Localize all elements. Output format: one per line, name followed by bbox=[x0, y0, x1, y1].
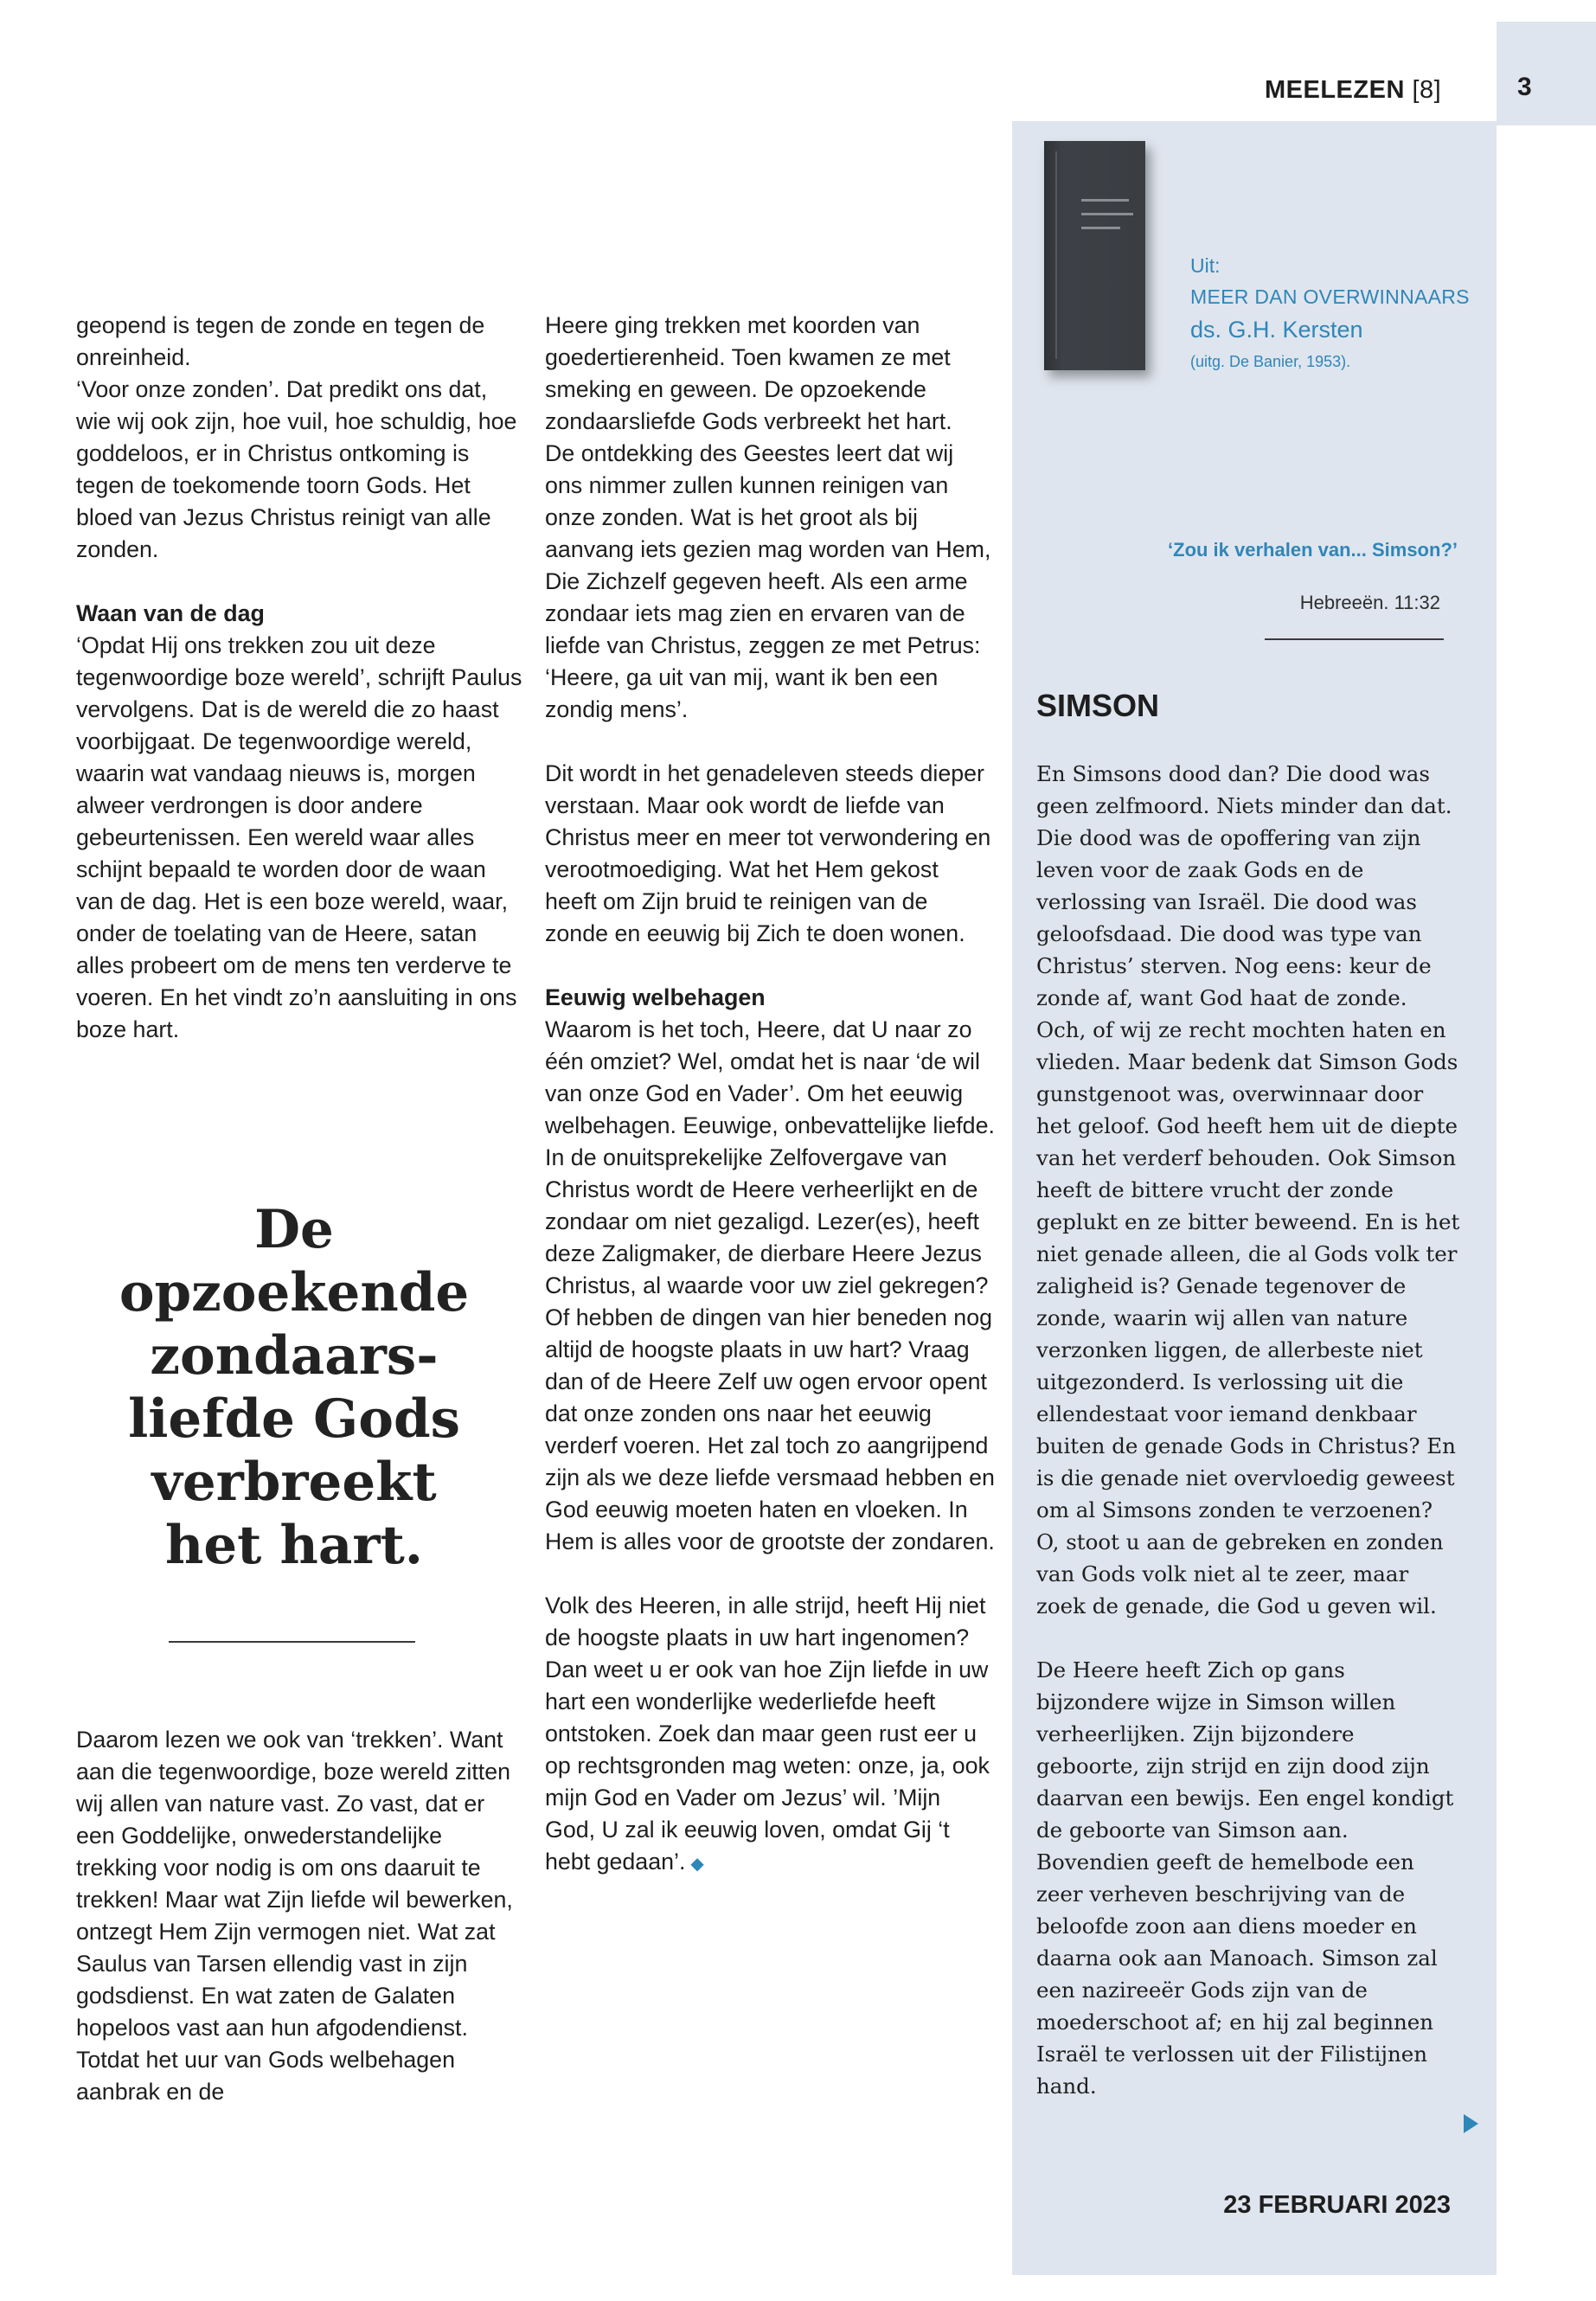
article-column-1 bbox=[76, 310, 526, 1046]
book-title: MEER DAN OVERWINNAARS bbox=[1190, 285, 1470, 308]
paragraph: Dit wordt in het genadeleven steeds dieper verstaan. Maar ook wordt de liefde van Christus meer en meer tot verwondering en verootmoediging. Wat het Hem gekost heeft om Zijn bruid te reinigen van de zonde en eeuwig bij Zich te doen wonen. bbox=[545, 760, 991, 946]
source-label: Uit: bbox=[1190, 254, 1221, 277]
paragraph: Daarom lezen we ook van ‘trekken’. Want aan die tegenwoordige, boze wereld zitten wij allen van nature vast. Zo vast, dat er een Goddelijke, onwederstandelijke trekking voor nodig is om ons daaruit te trekken! Maar wat Zijn liefde wil bewerken, ontzegt Hem Zijn vermogen niet. Wat zat Saulus van Tarsen ellendig vast in zijn godsdienst. En wat zaten de Galaten hopeloos vast aan hun afgodendienst. Totdat het uur van Gods welbehagen aanbrak en de bbox=[76, 1727, 513, 2105]
paragraph: Waarom is het toch, Heere, dat U naar zo één omziet? Wel, omdat het is naar ‘de wil van onze God en Vader’. Om het eeuwig welbehagen. Eeuwige, onbevattelijke liefde. In de onuitsprekelijke Zelfovergave van Christus wordt de Heere verheerlijkt en de zondaar om niet gezaligd. Lezer(es), heeft deze Zaligmaker, de dierbare Heere Jezus Christus, al waarde voor uw ziel gekregen? Of hebben de dingen van hier beneden nog altijd de hoogste plaats in uw hart? Vraag dan of de Heere Zelf uw ogen ervoor opent dat onze zonden ons naar het eeuwig verderf voeren. Het zal toch zo aangrijpend zijn als we deze liefde versmaad hebben en God eeuwig moeten haten en vloeken. In Hem is alles voor de grootste der zondaren. bbox=[545, 1016, 995, 1554]
subheading-waan-van-de-dag: Waan van de dag bbox=[76, 600, 265, 626]
source-info bbox=[1190, 251, 1470, 377]
paragraph: Volk des Heeren, in alle strijd, heeft Hij niet de hoogste plaats in uw hart ingenomen? Dan weet u er ook van hoe Zijn liefde in uw hart een wonderlijke wederliefde heeft ontstoken. Zoek dan maar geen rust eer u op rechtsgronden mag weten: onze, ja, ook mijn God en Vader om Jezus’ wil. ’Mijn God, U zal ik eeuwig loven, omdat Gij ‘t hebt gedaan’. bbox=[545, 1593, 990, 1875]
book-title-mark bbox=[1081, 199, 1129, 202]
book-publisher: (uitg. De Banier, 1953). bbox=[1190, 353, 1351, 370]
book-title-mark bbox=[1081, 227, 1120, 229]
paragraph: De ontdekking des Geestes leert dat wij ons nimmer zullen kunnen reinigen van onze zonden. Wat is het groot als bij aanvang iets gezien mag worden van Hem, Die Zichzelf gegeven heeft. Als een arme zondaar iets mag zien en ervaren van de liefde van Christus, zeggen ze met Petrus: ‘Heere, ga uit van mij, want ik ben een zondig mens’. bbox=[545, 440, 991, 722]
issue-number: [8] bbox=[1412, 76, 1442, 104]
paragraph: En Simsons dood dan? Die dood was geen zelfmoord. Niets minder dan dat. Die dood was de opoffering van zijn leven voor de zaak Gods en de verlossing van Israël. Die dood was geloofsdaad. Die dood was type van Christus’ sterven. Nog eens: keur de zonde af, want God haat de zonde. Och, of wij ze recht mochten haten en vlieden. Maar bedenk dat Simson Gods gunstgenoot was, overwinnaar door het geloof. God heeft hem uit de diepte van het verderf behouden. Ook Simson heeft de bittere vrucht der zonde geplukt en ze bitter beweend. En is het niet genade alleen, die al Gods volk ter zaligheid is? Genade tegenover de zonde, waarin wij allen van nature verzonken liggen, de allerbeste niet uitgezonderd. Is verlossing uit die ellendestaat voor iemand denkbaar buiten de genade Gods in Christus? En is die genade niet overvloedig geweest om al Simsons zonden te verzoenen? O, stoot u aan de gebreken en zonden van Gods volk niet al te zeer, maar zoek de genade, die God u geven wil. bbox=[1036, 761, 1460, 1618]
paragraph: geopend is tegen de zonde en tegen de onreinheid. bbox=[76, 312, 485, 370]
paragraph: ‘Opdat Hij ons trekken zou uit deze tegenwoordige boze wereld’, schrijft Paulus vervolgens. Dat is de wereld die zo haast voorbijgaat. De tegenwoordige wereld, waarin wat vandaag nieuws is, morgen alweer verdrongen is door andere gebeurtenissen. Een wereld waar alles schijnt bepaald te worden door de waan van de dag. Het is een boze wereld, waar, onder de toelating van de Heere, satan alles probeert om de mens ten verderve te voeren. En het vindt zo’n aansluiting in ons boze hart. bbox=[76, 632, 522, 1042]
paragraph: ‘Voor onze zonden’. Dat predikt ons dat, wie wij ook zijn, hoe vuil, hoe schuldig, hoe goddeloos, er in Christus ontkoming is tegen de toekomende toorn Gods. Het bloed van Jezus Christus reinigt van alle zonden. bbox=[76, 376, 517, 562]
section-title: MEELEZEN bbox=[1265, 76, 1405, 104]
page-tab bbox=[1497, 22, 1596, 125]
section-header bbox=[1265, 76, 1441, 105]
pull-quote-divider bbox=[169, 1641, 415, 1643]
book-spine bbox=[1055, 151, 1057, 359]
continue-arrow-icon bbox=[1464, 2114, 1478, 2133]
paragraph: De Heere heeft Zich op gans bijzondere wijze in Simson willen verheerlijken. Zijn bijzondere geboorte, zijn strijd en zijn dood zijn daarvan een bewijs. Een engel kondigt de geboorte van Simson aan. Bovendien geeft de hemelbode een zeer verheven beschrijving van de beloofde zoon aan diens moeder en daarna ook aan Manoach. Simson zal een nazireeër Gods zijn van de moederschoot af; en hij zal beginnen Israël te verlossen uit der Filistijnen hand. bbox=[1036, 1657, 1454, 2099]
sidebar-divider bbox=[1265, 638, 1444, 640]
article-column-1-bottom bbox=[76, 1724, 526, 2108]
article-column-2 bbox=[545, 310, 995, 1881]
page-number: 3 bbox=[1517, 73, 1532, 101]
book-cover-image bbox=[1044, 141, 1145, 370]
sidebar-body bbox=[1036, 758, 1460, 2102]
scripture-quote: ‘Zou ik verhalen van... Simson?’ bbox=[1168, 539, 1458, 561]
scripture-reference: Hebreeën. 11:32 bbox=[1299, 592, 1440, 613]
paragraph: Heere ging trekken met koorden van goedertierenheid. Toen kwamen ze met smeking en geween. De opzoekende zondaarsliefde Gods verbreekt het hart. bbox=[545, 312, 952, 434]
pull-quote: De opzoekende zondaars-liefde Gods verbreekt het hart. bbox=[119, 1199, 470, 1576]
end-of-article-icon: ◆ bbox=[690, 1855, 704, 1874]
subheading-eeuwig-welbehagen: Eeuwig welbehagen bbox=[545, 984, 766, 1010]
sidebar-heading: SIMSON bbox=[1036, 688, 1160, 723]
footer-date: 23 FEBRUARI 2023 bbox=[1223, 2191, 1451, 2219]
book-author: ds. G.H. Kersten bbox=[1190, 317, 1363, 343]
book-title-mark bbox=[1081, 213, 1133, 215]
